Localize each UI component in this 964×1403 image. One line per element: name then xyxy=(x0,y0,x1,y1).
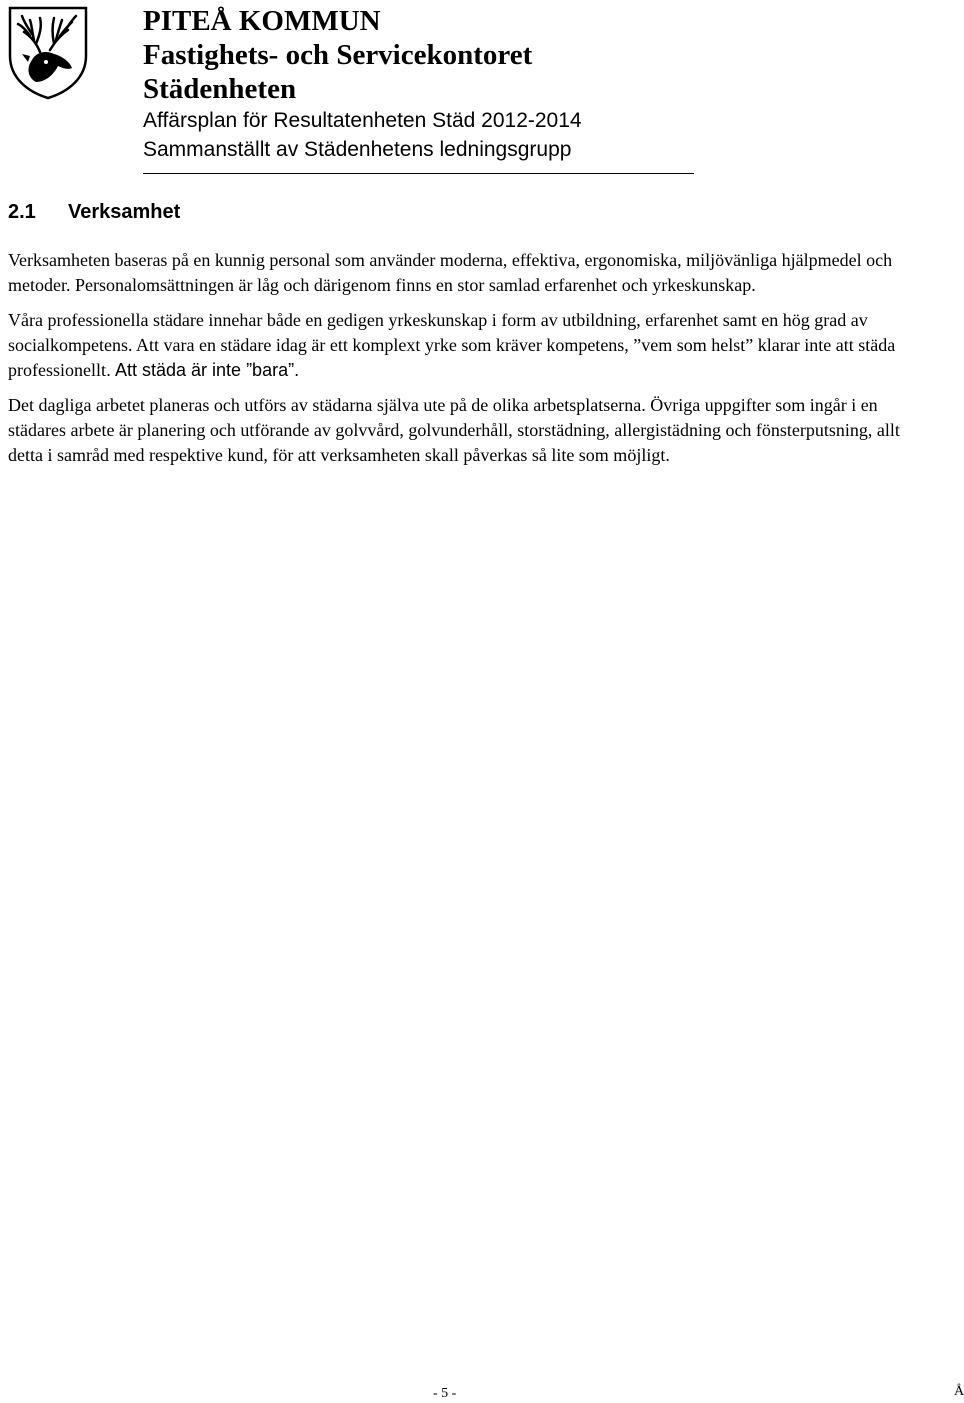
compiled-by: Sammanställt av Städenhetens ledningsgrupp xyxy=(143,138,572,161)
plan-title: Affärsplan för Resultatenheten Städ 2012-2014 xyxy=(143,109,582,132)
office-name: Fastighets- och Servicekontoret xyxy=(143,39,533,71)
paragraph-2-tail: . Att städa är inte ”bara”. xyxy=(105,360,300,380)
paragraph-2-main: Våra professionella städare innehar både en gedigen yrkeskunskap i form av utbildning, erfarenhet samt en hög grad av socialkompetens. Att vara en städare idag är ett komplext yrke som kräver kompetens, ”vem som helst” klarar inte att städa professionellt xyxy=(8,310,896,380)
header-divider xyxy=(143,173,694,174)
paragraph-3: Det dagliga arbetet planeras och utförs av städarna själva ute på de olika arbetsplatserna. Övriga uppgifter som ingår i en städares arbete är planering och utförande av golvvård, golvunderhåll, storstädning, allergistädning och fönsterputsning, allt detta i samråd med respektive kund, för att verksamheten skall påverkas så lite som möjligt. xyxy=(8,395,900,465)
paragraph-1: Verksamheten baseras på en kunnig personal som använder moderna, effektiva, ergonomiska, miljövänliga hjälpmedel och metoder. Personalomsättningen är låg och därigenom finns en stor samlad erfarenhet och yrkeskunskap. xyxy=(8,250,893,295)
section-number: 2.1 xyxy=(8,201,36,223)
section-body xyxy=(8,248,908,478)
footer-edge-text: Å xyxy=(954,1384,964,1399)
page-number: - 5 - xyxy=(433,1386,457,1401)
unit-name: Städenheten xyxy=(143,73,297,105)
section-title: Verksamhet xyxy=(68,201,181,223)
org-name: PITEÅ KOMMUN xyxy=(143,5,381,37)
paragraph-2 xyxy=(8,308,908,383)
section-heading xyxy=(8,198,180,226)
coat-of-arms-icon xyxy=(6,4,90,100)
document-header xyxy=(143,4,582,164)
